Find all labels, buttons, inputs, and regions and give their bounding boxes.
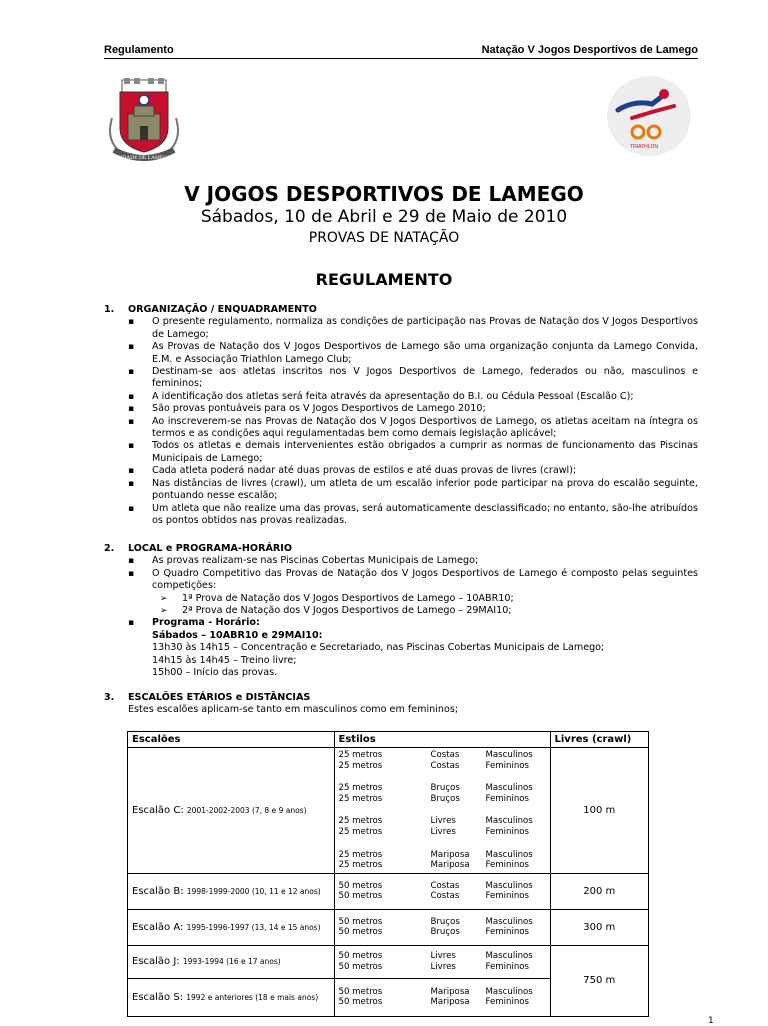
livres-cell: 300 m bbox=[550, 909, 649, 945]
document-title: V JOGOS DESPORTIVOS DE LAMEGO bbox=[184, 182, 584, 206]
programa-days: Sábados – 10ABR10 e 29MAI10: bbox=[152, 629, 323, 641]
section-organizacao bbox=[104, 304, 698, 527]
lamego-coat-of-arms-logo bbox=[104, 78, 184, 164]
estilos-cell bbox=[334, 945, 550, 978]
document-date: Sábados, 10 de Abril e 29 de Maio de 2010 bbox=[200, 207, 568, 227]
estilo-cell-text: 50 metros bbox=[338, 891, 383, 902]
estilo-row bbox=[339, 750, 546, 761]
table-row bbox=[128, 748, 649, 874]
list-item: ▪ Nas distâncias de livres (crawl), um atleta de um escalão inferior pode participar na prova do escalão seguinte, pontuando nesse escalão; bbox=[104, 478, 698, 503]
estilo-cell-text: Masculinos bbox=[485, 750, 533, 760]
list-item: ▪ O presente regulamento, normaliza as condições de participação nas Provas de Natação dos V Jogos Desportivos de Lamego; bbox=[104, 316, 698, 341]
escalao-years: 1993-1994 (16 e 17 anos) bbox=[182, 957, 281, 967]
section-heading bbox=[104, 304, 698, 316]
estilo-row bbox=[339, 850, 546, 861]
estilo-row bbox=[339, 962, 546, 973]
list-item: ▪ Ao inscreverem-se nas Provas de Natação dos V Jogos Desportivos de Lamego, os atletas aceitam na íntegra os termos e as condições aqui regulamentadas bem como demais legislação aplicável; bbox=[104, 416, 698, 441]
section-number: 2. bbox=[104, 543, 115, 554]
estilos-cell bbox=[334, 873, 550, 909]
estilo-row bbox=[339, 917, 546, 928]
list-item: ➢ 2ª Prova de Natação dos V Jogos Desportivos de Lamego – 29MAI10; bbox=[104, 605, 698, 617]
running-header bbox=[104, 44, 698, 59]
estilo-cell-text: Femininos bbox=[485, 891, 530, 902]
document-subtitle: PROVAS DE NATAÇÃO bbox=[308, 230, 460, 246]
estilo-row bbox=[339, 987, 546, 998]
escalao-years: 1992 e anteriores (18 e mais anos) bbox=[186, 992, 319, 1002]
page-number: 1 bbox=[708, 1016, 714, 1026]
column-header: Livres (crawl) bbox=[550, 732, 649, 748]
section-heading bbox=[104, 543, 698, 555]
livres-cell: 100 m bbox=[550, 748, 649, 874]
arrow-list bbox=[104, 593, 698, 618]
estilo-cell-text: Masculinos bbox=[485, 849, 533, 860]
estilo-cell-text: 50 metros bbox=[338, 916, 383, 927]
estilo-cell-text: Femininos bbox=[485, 961, 530, 972]
estilo-cell-text: Livres bbox=[430, 826, 456, 837]
escalao-name: Escalão A: bbox=[132, 921, 184, 933]
estilo-cell-text: 25 metros bbox=[338, 860, 383, 871]
estilo-row bbox=[339, 951, 546, 962]
section-local-programa bbox=[104, 543, 698, 679]
list-item: ▪ As provas realizam-se nas Piscinas Cobertas Municipais de Lamego; bbox=[104, 555, 698, 567]
escalao-name: Escalão C: bbox=[132, 804, 184, 816]
livres-cell: 750 m bbox=[550, 945, 649, 1016]
list-item: ▪ A identificação dos atletas será feita através da apresentação do B.I. ou Cédula Pessoal (Escalão C); bbox=[104, 391, 698, 403]
estilo-cell-text: 50 metros bbox=[338, 986, 383, 997]
bullet-list bbox=[104, 316, 698, 527]
estilo-cell-text: 25 metros bbox=[338, 760, 383, 771]
estilo-cell-text: Masculinos bbox=[485, 986, 533, 997]
table-header-row bbox=[128, 732, 649, 748]
list-item: ▪ Todos os atletas e demais intervenientes estão obrigados a cumprir as normas de funcionamento das Piscinas Municipais de Lamego; bbox=[104, 440, 698, 465]
estilo-cell-text: Femininos bbox=[485, 927, 530, 938]
section-escaloes bbox=[104, 692, 698, 717]
escalao-cell bbox=[128, 978, 335, 1016]
schedule-line: 14h15 às 14h45 – Treino livre; bbox=[152, 654, 297, 666]
estilo-row bbox=[339, 794, 546, 805]
header-right: Natação V Jogos Desportivos de Lamego bbox=[481, 44, 698, 56]
section-number: 1. bbox=[104, 304, 115, 315]
estilo-cell-text: Bruços bbox=[430, 793, 460, 804]
estilo-row bbox=[339, 761, 546, 772]
section-title: ESCALÕES ETÁRIOS e DISTÂNCIAS bbox=[128, 692, 311, 703]
estilo-row bbox=[339, 927, 546, 938]
estilo-row bbox=[339, 881, 546, 892]
table-row bbox=[128, 945, 649, 978]
list-item: ▪ Destinam-se aos atletas inscritos nos V Jogos Desportivos de Lamego, federados ou não, masculinos e femininos; bbox=[104, 366, 698, 391]
header-left: Regulamento bbox=[104, 44, 174, 56]
estilo-cell-text: Femininos bbox=[485, 860, 530, 871]
bullet-list bbox=[104, 617, 698, 629]
section-heading bbox=[104, 692, 698, 704]
escalao-name: Escalão B: bbox=[132, 885, 184, 897]
list-item: ▪ O Quadro Competitivo das Provas de Natação dos V Jogos Desportivos de Lamego é composto pelas seguintes competições: bbox=[104, 568, 698, 593]
estilo-row bbox=[339, 891, 546, 902]
column-header: Estilos bbox=[334, 732, 550, 748]
escalao-cell bbox=[128, 873, 335, 909]
triathlon-text: TRIATHLON bbox=[630, 144, 658, 150]
estilo-cell-text: 25 metros bbox=[338, 849, 383, 860]
estilo-cell-text: Mariposa bbox=[430, 997, 470, 1008]
list-item: ▪ Cada atleta poderá nadar até duas provas de estilos e até duas provas de livres (crawl); bbox=[104, 465, 698, 477]
estilo-cell-text: 25 metros bbox=[338, 826, 383, 837]
estilo-cell-text: Femininos bbox=[485, 793, 530, 804]
estilo-cell-text: 50 metros bbox=[338, 927, 383, 938]
estilo-cell-text: 25 metros bbox=[338, 793, 383, 804]
list-item: ▪ Um atleta que não realize uma das provas, será automaticamente desclassificado; no entanto, são-lhe atribuídos os pontos obtidos nas provas realizadas. bbox=[104, 503, 698, 528]
coat-of-arms-motto: CIDADE DE LAMEGO bbox=[116, 155, 172, 161]
estilo-cell-text: Bruços bbox=[430, 783, 460, 794]
estilo-cell-text: Mariposa bbox=[430, 860, 470, 871]
estilo-cell-text: Masculinos bbox=[485, 816, 533, 827]
escalao-name: Escalão J: bbox=[132, 956, 180, 968]
estilo-cell-text: 50 metros bbox=[338, 961, 383, 972]
estilos-cell bbox=[334, 748, 550, 874]
estilo-cell-text: Costas bbox=[430, 891, 460, 902]
schedule-line: 13h30 às 14h15 – Concentração e Secretariado, nas Piscinas Cobertas Municipais de Lamego; bbox=[152, 642, 605, 654]
estilo-cell-text: Livres bbox=[430, 951, 456, 962]
estilo-cell-text: 50 metros bbox=[338, 880, 383, 891]
list-item: ▪ São provas pontuáveis para os V Jogos Desportivos de Lamego 2010; bbox=[104, 403, 698, 415]
estilo-cell-text: 25 metros bbox=[338, 750, 383, 760]
section-intro: Estes escalões aplicam-se tanto em masculinos como em femininos; bbox=[128, 704, 459, 716]
escalao-years: 1995-1996-1997 (13, 14 e 15 anos) bbox=[186, 922, 321, 932]
estilo-cell-text: Masculinos bbox=[485, 880, 533, 891]
table-row bbox=[128, 873, 649, 909]
estilo-cell-text: Femininos bbox=[485, 760, 530, 771]
estilo-cell-text: Livres bbox=[430, 816, 456, 827]
list-item: ▪ As Provas de Natação dos V Jogos Desportivos de Lamego são uma organização conjunta da Lamego Convida, E.M. e Associação Triathlon Lamego Club; bbox=[104, 341, 698, 366]
estilo-row bbox=[339, 827, 546, 838]
estilo-row bbox=[339, 860, 546, 871]
section-heading-regulamento: REGULAMENTO bbox=[315, 270, 453, 289]
table-row bbox=[128, 909, 649, 945]
estilo-row bbox=[339, 816, 546, 827]
escalao-cell bbox=[128, 909, 335, 945]
estilo-cell-text: Mariposa bbox=[430, 849, 470, 860]
escalao-name: Escalão S: bbox=[132, 991, 184, 1003]
escalao-cell bbox=[128, 945, 335, 978]
estilos-cell bbox=[334, 909, 550, 945]
estilo-cell-text: Femininos bbox=[485, 826, 530, 837]
estilo-cell-text: Masculinos bbox=[485, 916, 533, 927]
estilo-cell-text: Mariposa bbox=[430, 986, 470, 997]
estilo-cell-text: Masculinos bbox=[485, 951, 533, 962]
estilo-cell-text: Bruços bbox=[430, 916, 460, 927]
section-title: ORGANIZAÇÃO / ENQUADRAMENTO bbox=[128, 304, 317, 315]
schedule-line: 15h00 – Início das provas. bbox=[152, 667, 278, 679]
livres-cell: 200 m bbox=[550, 873, 649, 909]
estilo-cell-text: Costas bbox=[430, 760, 460, 771]
estilo-cell-text: Bruços bbox=[430, 927, 460, 938]
estilo-cell-text: Masculinos bbox=[485, 783, 533, 794]
list-item: ➢ 1ª Prova de Natação dos V Jogos Desportivos de Lamego – 10ABR10; bbox=[104, 593, 698, 605]
estilo-cell-text: 50 metros bbox=[338, 997, 383, 1008]
escalao-years: 2001-2002-2003 (7, 8 e 9 anos) bbox=[186, 805, 307, 815]
estilo-cell-text: 50 metros bbox=[338, 951, 383, 962]
section-number: 3. bbox=[104, 692, 115, 703]
estilo-cell-text: 25 metros bbox=[338, 816, 383, 827]
column-header: Escalões bbox=[128, 732, 335, 748]
estilo-cell-text: Livres bbox=[430, 961, 456, 972]
estilo-cell-text: Femininos bbox=[485, 997, 530, 1008]
triathlon-club-logo bbox=[604, 74, 694, 158]
escalao-years: 1998-1999-2000 (10, 11 e 12 anos) bbox=[186, 886, 321, 896]
estilo-row bbox=[339, 783, 546, 794]
escaloes-table bbox=[127, 731, 649, 1017]
estilo-row bbox=[339, 997, 546, 1008]
estilo-cell-text: 25 metros bbox=[338, 783, 383, 794]
section-title: LOCAL e PROGRAMA-HORÁRIO bbox=[128, 543, 293, 554]
escalao-cell bbox=[128, 748, 335, 874]
estilos-cell bbox=[334, 978, 550, 1016]
estilo-cell-text: Costas bbox=[430, 750, 460, 760]
programa-heading: ▪ Programa - Horário: bbox=[104, 617, 698, 629]
estilo-cell-text: Costas bbox=[430, 880, 460, 891]
bullet-list bbox=[104, 555, 698, 592]
